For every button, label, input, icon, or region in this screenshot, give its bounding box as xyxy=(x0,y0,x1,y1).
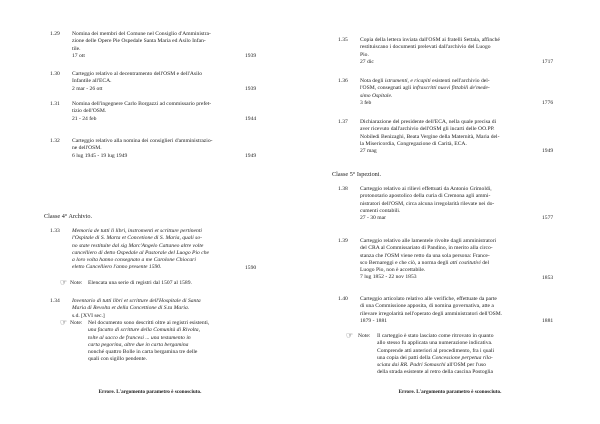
entry-line: Nomina dell'ingegnere Carlo Borgazzi ad commissario prefet- xyxy=(72,101,212,107)
entry-date: 21 - 24 feb xyxy=(72,115,97,122)
entry-year: 1590 xyxy=(245,265,257,271)
entry-date: 27 - 30 mar xyxy=(360,215,386,222)
entry-line: Nomina dei membri del Comune nel Consiglio d'Amministra- xyxy=(72,31,211,37)
entry-year: 1944 xyxy=(245,116,257,122)
entry-line: Nota degli istrumenti, e ricapiti esistenti nell'archivio del- xyxy=(360,78,490,84)
entry-date: 6 lug 1945 - 19 lug 1949 xyxy=(72,152,128,159)
entry-date: s.d. [XVI sec.] xyxy=(72,312,105,319)
right-page xyxy=(300,0,600,424)
page-footer: Errore. L'argomento parametro è sconosciuto. xyxy=(98,389,202,395)
entry-line: rilevare irregolarità nell'operato degli amministratori dell'OSM. xyxy=(360,310,503,317)
entry-year: 1949 xyxy=(245,153,257,159)
entry-year: 1939 xyxy=(245,86,257,92)
entry-year: 1717 xyxy=(542,59,554,65)
entry-line: aver ricevuto dall'archivio dell'OSM gli incarti delle OO.PP. xyxy=(360,126,495,133)
section-heading: Classe 5° Ispezioni. xyxy=(332,171,382,178)
entry-line: Maria di Revolta et della Concettione di S.ta Maria. xyxy=(72,305,190,312)
entry-line: tile. xyxy=(72,45,81,52)
entry-line: Carteggio articolato relativo alle verifiche, effettuate da parte xyxy=(360,296,497,302)
note-line: allo stesso fu applicata una numerazione indicativa. xyxy=(377,340,493,347)
note-text: Elencata una serie di registri dal 1507 al 1589. xyxy=(88,280,192,286)
entry-line: tizio dell'OSM. xyxy=(72,108,107,115)
note-line: Comprende atti anteriori al procedimento, fra i quali xyxy=(377,347,495,354)
entry-line: Carteggio relativo alla nomina dei consiglieri d'amministrazio- xyxy=(72,138,213,144)
entry-line: Pio. xyxy=(360,51,369,58)
entry-date: 3 feb xyxy=(360,99,372,106)
pointing-hand-icon: ☞ xyxy=(60,318,68,327)
note-line: sciata dai RR. Padri Somaschi all'OSM per l'uso xyxy=(377,362,486,369)
note-line: una copia dei patti della Concessione perpetua rila- xyxy=(377,354,493,361)
note-line: nonché quattro Bolle in carta bergamina tre delle xyxy=(88,349,198,356)
entry-date: 2 mar - 26 ott xyxy=(72,85,103,92)
entry-line: simo Ospitale. xyxy=(360,92,393,99)
entry-number: 1.30 xyxy=(50,71,60,77)
entry-line: protonotario apostolico della curia di Cremona agli ammi- xyxy=(360,193,491,200)
entry-year: 1853 xyxy=(542,275,554,281)
entry-date: 1879 - 1881 xyxy=(360,317,388,324)
entry-line: zione delle Opere Pie Ospedale Santa Maria ed Asilo Infan- xyxy=(72,38,206,45)
entry-line: Luogo Pio, non è accettabile. xyxy=(360,267,426,274)
entry-date: 17 ott xyxy=(72,52,85,59)
note-line: Nel documento sono descritti oltre ai registri esistenti, xyxy=(88,320,210,326)
entry-line: Carteggio relativo alle lamentele rivolte dagli amministratori xyxy=(360,238,497,244)
entry-line: l'Ospitale di S. Marta et Concetione di S. Maria, quali so- xyxy=(72,235,202,242)
pointing-hand-icon: ☞ xyxy=(346,331,354,340)
entry-number: 1.40 xyxy=(338,296,348,302)
entry-number: 1.38 xyxy=(338,186,348,192)
note-block xyxy=(377,333,562,377)
entry-line: a loro volta hanno consegnato a me Carolone Chiocari xyxy=(72,257,196,264)
entry-year: 1776 xyxy=(542,100,554,106)
entry-line: Inventario di tutti libri et scritture dell'Hospitale di Santa xyxy=(72,298,201,304)
entry-number: 1.37 xyxy=(338,119,348,125)
note-block xyxy=(88,320,268,364)
page-footer: Errore. L'argomento parametro è sconosciuto. xyxy=(398,389,502,395)
entry-line: sco Bernareggi e che ciò, a norma degli atti costitutivi del xyxy=(360,259,490,266)
entry-number: 1.39 xyxy=(338,238,348,244)
note-line: carta pegorina, altre due in carta bergamina xyxy=(88,341,189,348)
entry-number: 1.34 xyxy=(50,298,60,304)
entry-line: di una Commissione apposita, di nomina governativa, atte a xyxy=(360,303,494,310)
note-label: Note: xyxy=(70,320,83,326)
note-label: Note: xyxy=(70,280,83,286)
entry-date: 27 dic xyxy=(360,58,374,65)
section-heading: Classe 4° Archivio. xyxy=(44,213,93,220)
note-line: quali con sigillo pendente. xyxy=(88,356,148,363)
entry-line: stanza che l'OSM viene retto da una sola persona: France- xyxy=(360,252,490,259)
entry-line: la Misericordia, Congregazione di Carità, ECA. xyxy=(360,140,467,147)
entry-number: 1.32 xyxy=(50,138,60,144)
note-line: della strada esistente al retro della cascina Postoglia xyxy=(377,369,494,376)
entry-line: Memoria de tutti li libri, instromenti et scritture pertinenti xyxy=(72,228,202,234)
entry-year: 1939 xyxy=(245,53,257,59)
note-line: tolte al sacco de francesi ... una testamento in xyxy=(88,334,191,341)
entry-line: del CRA al Commissariato di Pandino, in merito alla circo- xyxy=(360,245,493,252)
entry-line: cancelliero di detto Ospedale al Pastorale del Luogo Pio che xyxy=(72,249,209,256)
entry-number: 1.35 xyxy=(338,37,348,43)
note-line: Il carteggio è stato lasciato come ritrovato in quanto xyxy=(377,333,494,339)
entry-line: eletto Cancelliero l'anno presente 1590. xyxy=(72,264,162,271)
entry-year: 1881 xyxy=(542,318,554,324)
entry-line: l'OSM, consegnati agli infrascritti nuovi fittabili de'mede- xyxy=(360,85,490,92)
entry-line: nistratori dell'OSM, circa alcuna irregolarità rilevate nei do- xyxy=(360,200,495,207)
entry-line: Copia della lettera inviata dall'OSM ai fratelli Settala, affinché xyxy=(360,37,500,43)
note-label: Note: xyxy=(358,333,371,339)
note-line: una facatto di scritture della Comunità di Rivolta, xyxy=(88,327,200,334)
entry-year: 1577 xyxy=(542,215,554,221)
entry-date: 27 mag xyxy=(360,148,377,155)
entry-line: cumenti contabili. xyxy=(360,207,401,214)
entry-line: restituiscano i documenti prelevati dall'archivio del Luogo xyxy=(360,44,491,51)
entry-line: Carteggio relativo ai rilievi effettuati da Antonio Grimoldi, xyxy=(360,186,492,192)
entry-line: ne dell'OSM. xyxy=(72,145,102,152)
entry-line: Nobiledi Benizaghi, Beata Vergine della Maternità, Maria del- xyxy=(360,133,500,140)
entry-number: 1.36 xyxy=(338,78,348,84)
pointing-hand-icon: ☞ xyxy=(60,278,68,287)
entry-number: 1.33 xyxy=(50,228,60,234)
entry-number: 1.29 xyxy=(50,31,60,37)
entry-number: 1.31 xyxy=(50,101,60,107)
entry-line: no state restituite dal sig Marc'Angelo Cattaneo altre volte xyxy=(72,242,204,249)
entry-line: Carteggio relativo al decentramento dell'OSM e dell'Asilo xyxy=(72,71,203,77)
entry-year: 1949 xyxy=(542,148,554,154)
entry-line: Dichiarazione del presidente dell'ECA, nella quale precisa di xyxy=(360,119,497,125)
entry-date: 7 lug 1852 - 22 nov 1853 xyxy=(360,274,417,281)
entry-line: Infantile all'ECA. xyxy=(72,78,112,85)
